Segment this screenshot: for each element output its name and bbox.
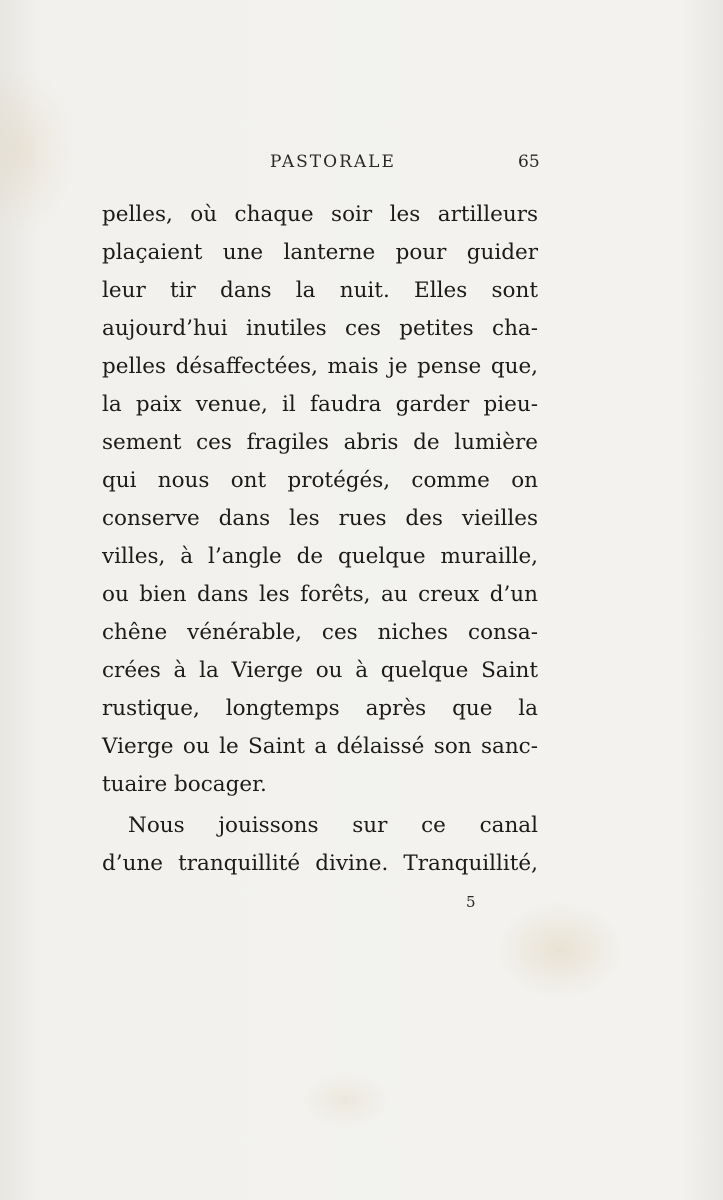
text-line: ou bien dans les forêts, au creux d’un — [102, 582, 538, 607]
text-line: qui nous ont protégés, comme on — [102, 468, 538, 493]
text-line: Nous jouissons sur ce canal — [128, 813, 538, 838]
text-line: chêne vénérable, ces niches consa- — [102, 620, 538, 645]
text-line: d’une tranquillité divine. Tranquillité, — [102, 851, 538, 876]
text-line: sement ces fragiles abris de lumière — [102, 430, 538, 455]
running-title: PASTORALE — [270, 152, 396, 172]
text-line: villes, à l’angle de quelque muraille, — [102, 544, 538, 569]
page-number: 65 — [518, 152, 540, 172]
text-line: crées à la Vierge ou à quelque Saint — [102, 658, 538, 683]
text-line: pelles, où chaque soir les artilleurs — [102, 202, 538, 227]
text-line: leur tir dans la nuit. Elles sont — [102, 278, 538, 303]
text-line: la paix venue, il faudra garder pieu- — [102, 392, 538, 417]
paragraph-2 — [102, 807, 538, 883]
text-line: aujourd’hui inutiles ces petites cha- — [102, 316, 538, 341]
text-line: Vierge ou le Saint a délaissé son sanc- — [102, 734, 538, 759]
text-line: plaçaient une lanterne pour guider — [102, 240, 538, 265]
text-line: conserve dans les rues des vieilles — [102, 506, 538, 531]
paragraph-1 — [102, 196, 538, 804]
signature-mark: 5 — [466, 893, 476, 911]
text-block — [102, 196, 538, 883]
text-line: tuaire bocager. — [102, 772, 267, 797]
text-line: rustique, longtemps après que la — [102, 696, 538, 721]
text-line: pelles désaffectées, mais je pense que, — [102, 354, 538, 379]
